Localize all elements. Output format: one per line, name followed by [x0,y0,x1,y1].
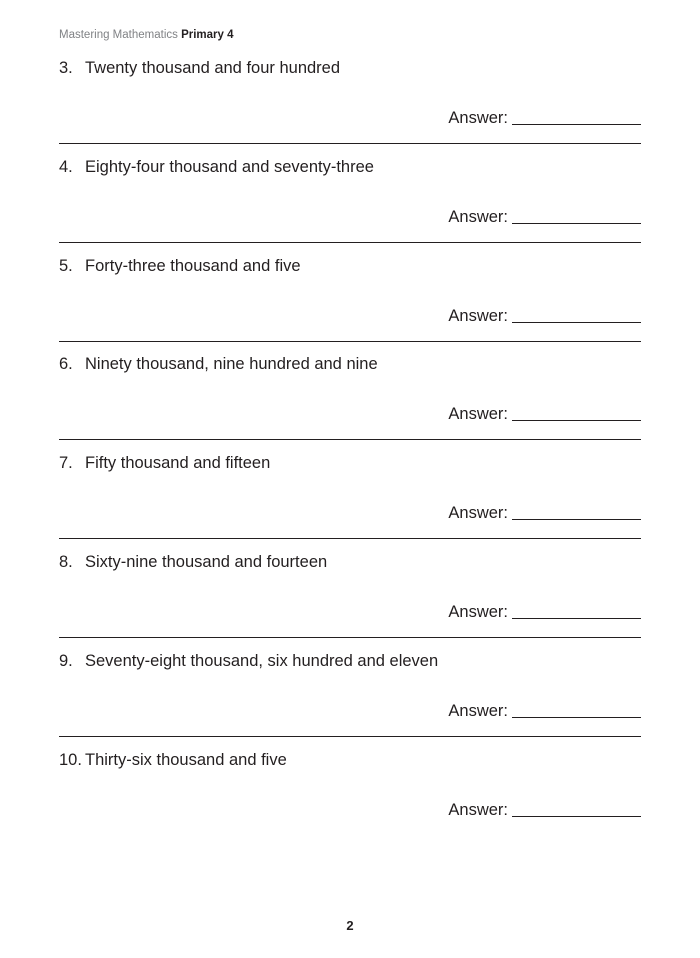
question-text: Seventy-eight thousand, six hundred and eleven [85,652,439,670]
answer-label: Answer: [448,405,508,423]
answer-blank-line[interactable] [512,717,641,718]
answer-row [448,503,641,523]
question-separator [59,439,641,440]
question-prompt [59,157,374,177]
question-prompt [59,256,301,276]
answer-blank-line[interactable] [512,322,641,323]
question-number: 5. [59,257,73,275]
answer-label: Answer: [448,603,508,621]
question-number: 7. [59,454,73,472]
question-prompt [59,750,287,770]
question-item [59,157,641,256]
answer-blank-line[interactable] [512,223,641,224]
question-item [59,552,641,651]
question-number: 10. [59,751,82,769]
answer-label: Answer: [448,702,508,720]
question-separator [59,242,641,243]
question-prompt [59,453,270,473]
question-text: Forty-three thousand and five [85,257,301,275]
question-number: 3. [59,59,73,77]
answer-row [448,701,641,721]
question-separator [59,538,641,539]
answer-label: Answer: [448,801,508,819]
question-prompt [59,354,378,374]
book-series-title: Mastering Mathematics [59,29,178,41]
question-number: 4. [59,158,73,176]
question-number: 8. [59,553,73,571]
question-item [59,354,641,453]
question-text: Twenty thousand and four hundred [85,59,341,77]
answer-label: Answer: [448,109,508,127]
question-text: Thirty-six thousand and five [85,751,287,769]
answer-label: Answer: [448,504,508,522]
question-number: 6. [59,355,73,373]
question-prompt [59,651,438,671]
answer-label: Answer: [448,307,508,325]
answer-label: Answer: [448,208,508,226]
question-text: Sixty-nine thousand and fourteen [85,553,328,571]
question-prompt [59,58,340,78]
answer-row [448,602,641,622]
question-text: Ninety thousand, nine hundred and nine [85,355,378,373]
answer-blank-line[interactable] [512,816,641,817]
answer-blank-line[interactable] [512,420,641,421]
answer-row [448,404,641,424]
question-separator [59,637,641,638]
question-prompt [59,552,327,572]
answer-row [448,800,641,820]
page-number: 2 [346,918,354,933]
answer-blank-line[interactable] [512,124,641,125]
answer-row [448,108,641,128]
question-number: 9. [59,652,73,670]
question-text: Eighty-four thousand and seventy-three [85,158,374,176]
question-separator [59,341,641,342]
question-separator [59,143,641,144]
question-item [59,256,641,355]
answer-row [448,207,641,227]
answer-blank-line[interactable] [512,519,641,520]
book-level: Primary 4 [181,29,234,41]
question-item [59,453,641,552]
question-separator [59,736,641,737]
question-item [59,651,641,750]
question-item [59,750,641,849]
answer-row [448,306,641,326]
question-item [59,58,641,157]
question-text: Fifty thousand and fifteen [85,454,271,472]
answer-blank-line[interactable] [512,618,641,619]
